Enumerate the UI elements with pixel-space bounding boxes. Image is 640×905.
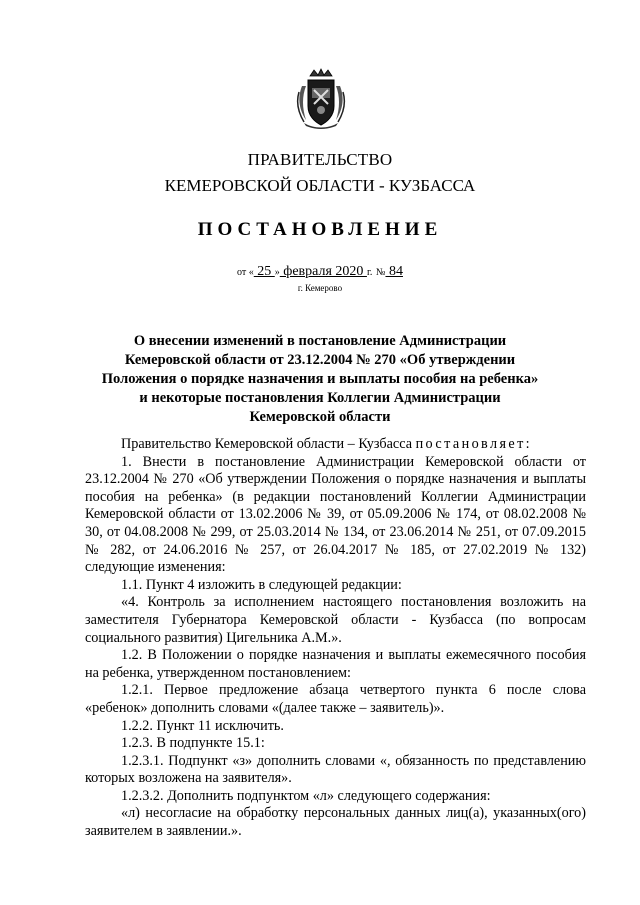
- paragraph-1-2-3-1: 1.2.3.1. Подпункт «з» дополнить словами «, обязанность по представлению которых возложена на заявителя».: [85, 752, 586, 787]
- date-month-year: февраля 2020: [279, 264, 367, 279]
- intro-paragraph: [85, 436, 586, 454]
- coat-of-arms-emblem: [296, 68, 346, 130]
- decree-title: О внесении изменений в постановление Администрации Кемеровской области от 23.12.2004 № 270 «Об утверждении Положения о порядке назначения и выплаты пособия на ребенка» и некоторые постановления Коллегии Администрации Кемеровской области: [101, 333, 539, 425]
- date-year-suffix: г.: [366, 267, 373, 278]
- paragraph-quote-4: «4. Контроль за исполнением настоящего постановления возложить на заместителя Губернатора Кемеровской области - Кузбасса (по вопросам социального развития) Цигельника А.М.».: [85, 594, 586, 646]
- paragraph-1: 1. Внести в постановление Администрации Кемеровской области от 23.12.2004 № 270 «Об утверждении Положения о порядке назначения и выплаты пособия на ребенка» (в редакции постановлений Коллегии Администрации Кемеровской области от 13.02.2006 № 39, от 05.09.2006 № 174, от 08.02.2008 № 30, от 04.08.2008 № 299, от 25.03.2014 № 134, от 23.06.2014 № 251, от 07.09.2015 № 282, от 24.06.2016 № 257, от 26.04.2017 № 185, от 27.02.2019 № 132) следующие изменения:: [85, 453, 586, 576]
- government-title-line2: КЕМЕРОВСКОЙ ОБЛАСТИ - КУЗБАССА: [164, 176, 476, 195]
- document-type-heading: ПОСТАНОВЛЕНИЕ: [197, 219, 443, 240]
- paragraph-1-2-2: 1.2.2. Пункт 11 исключить.: [121, 717, 284, 734]
- paragraph-1-2-3-2: 1.2.3.2. Дополнить подпунктом «л» следующего содержания:: [121, 787, 491, 804]
- paragraph-1-2-1: 1.2.1. Первое предложение абзаца четвертого пункта 6 после слова «ребенок» дополнить словами «(далее также – заявитель)».: [85, 682, 586, 716]
- decree-body: [85, 436, 586, 841]
- city-label: г. Кемерово: [297, 283, 343, 293]
- paragraph-1-2: 1.2. В Положении о порядке назначения и выплаты ежемесячного пособия на ребенка, утвержденном постановлением:: [85, 647, 586, 681]
- date-day: 25: [253, 264, 275, 279]
- decree-number: 84: [385, 264, 403, 279]
- intro-text: Правительство Кемеровской области – Кузбасса: [121, 436, 416, 452]
- date-prefix: от «: [237, 267, 254, 278]
- government-title-line1: ПРАВИТЕЛЬСТВО: [247, 150, 393, 169]
- date-mid: »: [274, 267, 280, 278]
- decree-date-line: [0, 264, 640, 280]
- number-label: №: [375, 267, 386, 278]
- paragraph-1-1: 1.1. Пункт 4 изложить в следующей редакции:: [121, 576, 402, 593]
- paragraph-1-2-3: 1.2.3. В подпункте 15.1:: [121, 735, 265, 752]
- paragraph-quote-l: «л) несогласие на обработку персональных данных лиц(а), указанных(ого) заявителем в заявлении.».: [85, 805, 586, 840]
- intro-resolves: постановляет:: [415, 436, 533, 452]
